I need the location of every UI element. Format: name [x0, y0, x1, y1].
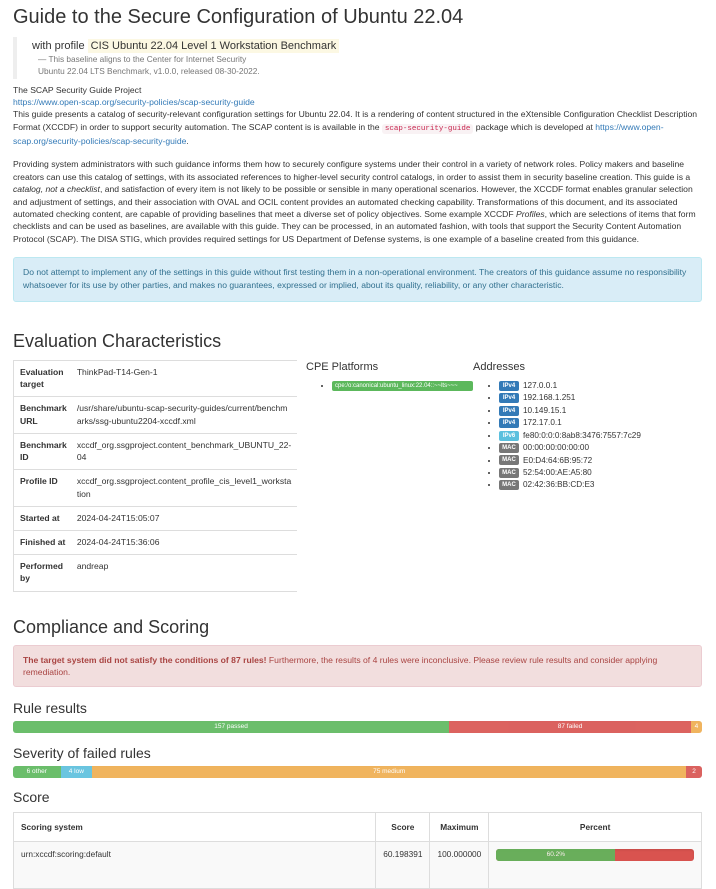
intro-text: Providing system administrators with such guidance informs them how to securely configure systems under their control in a variety of network roles. Policy makers and baseline creators can use this catalog of settings, with its associated references to higher-level security control catalogs, in order to assist them in security baseline creation. This guide is a: [13, 159, 691, 182]
evaluation-row: [14, 361, 298, 397]
evaluation-row: [14, 433, 298, 469]
intro-emphasis: Profiles: [516, 209, 545, 220]
header-maximum: Maximum: [430, 813, 489, 842]
intro-text: .: [186, 136, 189, 147]
evaluation-label: Benchmark URL: [14, 397, 72, 433]
intro-paragraph-2: [13, 158, 702, 245]
intro-text: , which are selections of items that form checklists and can be used as baselines, are available with this guide. They can be processed, in an automated fashion, with tools that support the Security Content Automation Protocol (SCAP). The DISA STIG, which provides required settings for US Department of Defense systems, is one example of a baseline created from this guidance.: [13, 209, 696, 244]
percent-cell: [489, 842, 702, 889]
evaluation-value: xccdf_org.ssgproject.content_profile_cis_level1_workstation: [72, 470, 297, 506]
project-url-link[interactable]: https://www.open-scap.org/security-policies/scap-security-guide: [13, 97, 255, 107]
address-item: [499, 405, 641, 417]
address-type-badge: MAC: [499, 443, 519, 453]
evaluation-label: Benchmark ID: [14, 433, 72, 469]
address-item: [499, 417, 641, 429]
address-item: [499, 442, 641, 454]
evaluation-value: xccdf_org.ssgproject.content_benchmark_UBUNTU_22-04: [72, 433, 297, 469]
profile-description: [32, 54, 702, 77]
maximum-value: 100.000000: [430, 842, 489, 889]
address-value: 10.149.15.1: [523, 405, 567, 415]
score-row: [14, 842, 702, 889]
profile-description-line-1: — This baseline aligns to the Center for Internet Security: [38, 54, 247, 64]
address-value: 52:54:00:AE:A5:80: [523, 467, 592, 477]
compliance-title: Compliance and Scoring: [13, 616, 210, 637]
severity-bar: [13, 766, 702, 778]
address-value: 127.0.0.1: [523, 381, 558, 391]
address-type-badge: IPv4: [499, 381, 519, 391]
cpe-item: [332, 380, 473, 392]
evaluation-row: [14, 506, 298, 530]
cpe-title: CPE Platforms: [306, 361, 379, 374]
severity-segment: 4 low: [61, 766, 93, 778]
evaluation-row: [14, 530, 298, 554]
cpe-label: cpe:/o:canonical:ubuntu_linux:22.04::~~lts~~~: [332, 381, 473, 391]
score-title: Score: [13, 789, 50, 806]
address-value: 00:00:00:00:00:00: [523, 443, 590, 453]
rule-results-segment: 87 failed: [449, 721, 691, 733]
evaluation-section: [13, 360, 702, 591]
intro-text: , and satisfaction of every item is not likely to be possible or sensible in many operational scenarios. However, the XCCDF format enables granular selection and adjustment of settings, and their association with OVAL and OCIL content provides an automated checking capability. Transformations of this document, and its associated automated checking content, are capable of providing baselines that meet a diverse set of policy objectives. Some example XCCDF: [13, 184, 693, 220]
score-header-row: [14, 813, 702, 842]
address-type-badge: MAC: [499, 455, 519, 465]
rule-results-bar: [13, 721, 702, 733]
evaluation-row: [14, 397, 298, 433]
compliance-alert-text: Furthermore, the results of 4 rules were inconclusive. Please review rule results and consider applying remediation.: [23, 654, 658, 677]
intro-paragraph-1: [13, 108, 702, 147]
address-value: fe80:0:0:0:8ab8:3476:7557:7c29: [523, 430, 641, 440]
disclaimer-alert: Do not attempt to implement any of the settings in this guide without first testing them in a non-operational environment. The creators of this guidance assume no responsibility whatsoever for its use by other parties, and makes no guarantees, expressed or implied, about its quality, reliability, or any other characteristic.: [13, 257, 702, 302]
addresses: [473, 360, 641, 591]
address-type-badge: IPv4: [499, 406, 519, 416]
package-code: scap-security-guide: [382, 124, 474, 134]
score-percent-fill: 60.2%: [496, 849, 615, 861]
address-item: [499, 392, 641, 404]
address-item: [499, 479, 641, 491]
compliance-alert-bold: The target system did not satisfy the conditions of 87 rules!: [23, 654, 267, 665]
address-value: 172.17.0.1: [523, 418, 562, 428]
severity-segment: 2: [686, 766, 702, 778]
severity-segment: 6 other: [13, 766, 61, 778]
address-type-badge: IPv4: [499, 393, 519, 403]
header-score: Score: [376, 813, 430, 842]
address-type-badge: MAC: [499, 480, 519, 490]
rule-results-title: Rule results: [13, 700, 87, 717]
profile-description-line-2: Ubuntu 22.04 LTS Benchmark, v1.0.0, released 08-30-2022.: [38, 65, 260, 76]
severity-title: Severity of failed rules: [13, 745, 151, 762]
evaluation-value: 2024-04-24T15:36:06: [72, 530, 297, 554]
address-type-badge: IPv6: [499, 431, 519, 441]
compliance-alert: [13, 645, 702, 688]
addresses-title: Addresses: [473, 361, 525, 374]
address-item: [499, 380, 641, 392]
profile-blockquote: [13, 37, 702, 79]
score-percent-bar: [496, 849, 694, 861]
evaluation-value: ThinkPad-T14-Gen-1: [72, 361, 297, 397]
score-table: [13, 812, 702, 889]
address-value: 02:42:36:BB:CD:E3: [523, 480, 595, 490]
evaluation-value: /usr/share/ubuntu-scap-security-guides/current/benchmarks/ssg-ubuntu2204-xccdf.xml: [72, 397, 297, 433]
address-item: [499, 430, 641, 442]
evaluation-label: Profile ID: [14, 470, 72, 506]
address-item: [499, 467, 641, 479]
rule-results-segment: 4: [691, 721, 702, 733]
address-list: [473, 380, 641, 492]
project-name: The SCAP Security Guide Project: [13, 85, 142, 95]
address-type-badge: MAC: [499, 468, 519, 478]
header-scoring-system: Scoring system: [14, 813, 376, 842]
profile-prefix: with profile: [32, 40, 85, 52]
address-value: E0:D4:64:6B:95:72: [523, 455, 593, 465]
page-title: Guide to the Secure Configuration of Ubuntu 22.04: [13, 6, 464, 28]
score-value: 60.198391: [376, 842, 430, 889]
intro-text: package which is developed at: [473, 121, 596, 132]
evaluation-label: Started at: [14, 506, 72, 530]
evaluation-label: Finished at: [14, 530, 72, 554]
developer-site-link[interactable]: https://www.open-scap.org/security-policies/scap-security-guide: [13, 121, 664, 147]
profile-line: [32, 38, 702, 54]
evaluation-row: [14, 555, 298, 591]
evaluation-title: Evaluation Characteristics: [13, 331, 222, 352]
rule-results-segment: 157 passed: [13, 721, 449, 733]
evaluation-label: Performed by: [14, 555, 72, 591]
evaluation-label: Evaluation target: [14, 361, 72, 397]
evaluation-value: andreap: [72, 555, 297, 591]
cpe-list: [306, 380, 473, 392]
address-value: 192.168.1.251: [523, 393, 576, 403]
evaluation-table: [13, 360, 297, 591]
evaluation-row: [14, 470, 298, 506]
address-item: [499, 455, 641, 467]
scoring-system-value: urn:xccdf:scoring:default: [14, 842, 376, 889]
intro-emphasis: catalog, not a checklist: [13, 184, 100, 195]
profile-name: CIS Ubuntu 22.04 Level 1 Workstation Benchmark: [88, 39, 340, 53]
severity-segment: 75 medium: [92, 766, 686, 778]
intro-text: This guide presents a catalog of security-relevant configuration settings for Ubuntu 22.04. It is a rendering of content structured in the eXtensible Configuration Checklist Description Format (XCCDF) in order to support security automation. The SCAP content is is available in the: [13, 109, 698, 132]
address-type-badge: IPv4: [499, 418, 519, 428]
header-percent: Percent: [489, 813, 702, 842]
evaluation-value: 2024-04-24T15:05:07: [72, 506, 297, 530]
cpe-platforms: [297, 360, 473, 591]
